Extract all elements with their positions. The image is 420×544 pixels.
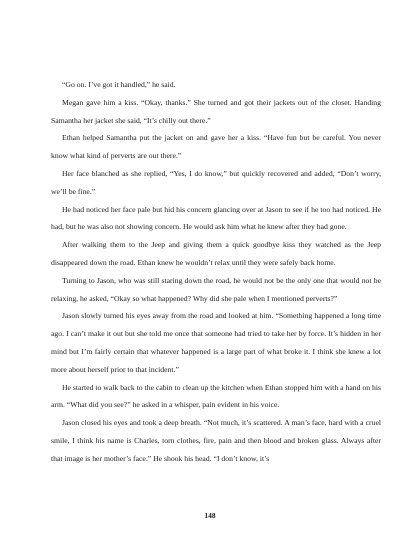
paragraph: Ethan helped Samantha put the jacket on and gave her a kiss. “Have fun but be careful. You never know what kind of perverts are out there.” [51,133,381,161]
page-number: 148 [204,511,216,520]
paragraph: Jason slowly turned his eyes away from the road and looked at him. “Something happened a long time ago. I can’t make it out but she told me once that someone had tried to take her by force. It’s hidden in her mind but I’m fairly certain that whatever happened is a large part of what broke it. I think she knew a lot more about herself prior to that incident.” [51,311,381,374]
paragraph: After walking them to the Jeep and giving them a quick goodbye kiss they watched as the Jeep disappeared down the road. Ethan knew he wouldn’t relax until they were safely back home. [51,240,381,267]
paragraph: He had noticed her face pale but hid his concern glancing over at Jason to see if he too had noticed. He had, but he was also not showing concern. He would ask him what he knew after they had gone. [51,204,381,232]
paragraph: “Go on. I’ve got it handled,” he said. [62,80,176,89]
paragraph: Jason closed his eyes and took a deep breath. “Not much, it’s scattered. A man’s face, hard with a cruel smile, I think his name is Charles, torn clothes, fire, pain and then blood and broken glass. Always after that image is her mother’s face.” He shook his head. “I don’t know, it’s [51,418,381,463]
paragraph: Her face blanched as she replied, “Yes, I do know,” but quickly recovered and added, “Don’t worry, we’ll be fine.” [51,168,381,196]
paragraph: Megan gave him a kiss. “Okay, thanks.” She turned and got their jackets out of the closet. Handing Samantha her jacket she said, “It’s chilly out there.” [51,97,381,125]
body-text [51,76,381,468]
paragraph: He started to walk back to the cabin to clean up the kitchen when Ethan stopped him with a hand on his arm. “What did you see?” he asked in a whisper, pain evident in his voice. [51,382,381,410]
paragraph: Turning to Jason, who was still staring down the road, he would not be the only one that would not be relaxing, he asked, “Okay so what happened? Why did she pale when I mentioned perverts?” [51,275,381,303]
